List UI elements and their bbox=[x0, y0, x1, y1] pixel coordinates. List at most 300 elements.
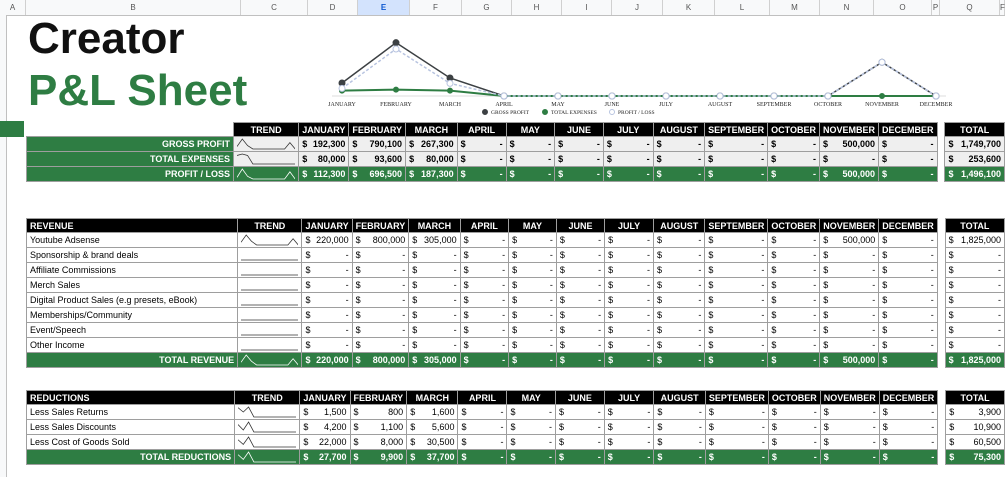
cell-total[interactable] bbox=[945, 233, 1004, 248]
cell-october[interactable] bbox=[768, 323, 820, 338]
amount: - bbox=[549, 310, 553, 320]
cell-january[interactable] bbox=[302, 353, 352, 368]
cell-december[interactable] bbox=[879, 450, 938, 465]
cell-january[interactable] bbox=[300, 405, 350, 420]
cell-march[interactable] bbox=[409, 278, 460, 293]
cell-may[interactable] bbox=[509, 353, 557, 368]
cell-may[interactable] bbox=[506, 167, 555, 182]
cell-august[interactable] bbox=[654, 233, 705, 248]
cell-august[interactable] bbox=[654, 293, 705, 308]
cell-total[interactable] bbox=[946, 450, 1005, 465]
cell-november[interactable] bbox=[819, 167, 878, 182]
cell-august[interactable] bbox=[654, 435, 706, 450]
cell-total[interactable] bbox=[945, 263, 1004, 278]
currency-symbol: $ bbox=[512, 310, 518, 320]
cell-june[interactable] bbox=[555, 137, 604, 152]
cell-september[interactable] bbox=[705, 263, 768, 278]
summary-line-chart[interactable] bbox=[310, 24, 970, 116]
amount: 1,496,100 bbox=[960, 169, 1001, 179]
cell-june[interactable] bbox=[555, 450, 604, 465]
cell-august[interactable] bbox=[654, 405, 706, 420]
cell-march[interactable] bbox=[409, 338, 460, 353]
cell-april[interactable] bbox=[460, 308, 509, 323]
cell-december[interactable] bbox=[879, 323, 938, 338]
cell-october[interactable] bbox=[768, 435, 820, 450]
currency-symbol: $ bbox=[409, 154, 415, 164]
cell-august[interactable] bbox=[654, 248, 705, 263]
cell-august[interactable] bbox=[654, 323, 705, 338]
cell-january[interactable] bbox=[302, 338, 352, 353]
currency-symbol: $ bbox=[708, 169, 714, 179]
cell-february[interactable] bbox=[352, 338, 409, 353]
currency-symbol: $ bbox=[882, 422, 888, 432]
cell-march[interactable] bbox=[407, 405, 458, 420]
row-label: TOTAL REVENUE bbox=[27, 353, 238, 368]
currency-symbol: $ bbox=[463, 295, 469, 305]
cell-may[interactable] bbox=[509, 248, 557, 263]
currency-symbol: $ bbox=[708, 452, 714, 462]
cell-january[interactable] bbox=[302, 233, 352, 248]
currency-symbol: $ bbox=[948, 235, 954, 245]
cell-total[interactable] bbox=[945, 308, 1004, 323]
month-header-june: JUNE bbox=[555, 391, 604, 405]
cell-october[interactable] bbox=[768, 278, 820, 293]
column-header-o[interactable]: O bbox=[874, 0, 932, 15]
currency-symbol: $ bbox=[948, 340, 954, 350]
cell-june[interactable] bbox=[556, 353, 604, 368]
amount: - bbox=[548, 139, 552, 149]
cell-april[interactable] bbox=[460, 278, 509, 293]
currency-symbol: $ bbox=[606, 139, 612, 149]
cell-july[interactable] bbox=[604, 450, 654, 465]
cell-january[interactable] bbox=[302, 308, 352, 323]
cell-april[interactable] bbox=[458, 450, 507, 465]
cell-may[interactable] bbox=[507, 450, 556, 465]
column-header-k[interactable]: K bbox=[663, 0, 715, 15]
currency-symbol: $ bbox=[305, 355, 311, 365]
cell-april[interactable] bbox=[458, 435, 507, 450]
cell-january[interactable] bbox=[302, 278, 352, 293]
currency-symbol: $ bbox=[512, 250, 518, 260]
column-header-j[interactable]: J bbox=[612, 0, 663, 15]
currency-symbol: $ bbox=[355, 310, 361, 320]
month-header-june: JUNE bbox=[556, 219, 604, 233]
cell-january[interactable] bbox=[299, 167, 349, 182]
cell-april[interactable] bbox=[460, 338, 509, 353]
column-header-n[interactable]: N bbox=[820, 0, 874, 15]
cell-total[interactable] bbox=[945, 338, 1004, 353]
currency-symbol: $ bbox=[355, 280, 361, 290]
cell-january[interactable] bbox=[302, 293, 352, 308]
cell-march[interactable] bbox=[409, 293, 460, 308]
cell-march[interactable] bbox=[409, 323, 460, 338]
cell-april[interactable] bbox=[458, 420, 507, 435]
cell-december[interactable] bbox=[879, 167, 938, 182]
cell-august[interactable] bbox=[654, 308, 705, 323]
cell-july[interactable] bbox=[605, 263, 654, 278]
cell-total[interactable] bbox=[945, 353, 1004, 368]
cell-february[interactable] bbox=[352, 308, 409, 323]
cell-december[interactable] bbox=[879, 405, 938, 420]
cell-january[interactable] bbox=[299, 152, 349, 167]
cell-april[interactable] bbox=[458, 405, 507, 420]
cell-july[interactable] bbox=[605, 353, 654, 368]
cell-may[interactable] bbox=[509, 233, 557, 248]
cell-september[interactable] bbox=[705, 308, 768, 323]
cell-november[interactable] bbox=[820, 338, 879, 353]
cell-total[interactable] bbox=[945, 323, 1004, 338]
column-header-a[interactable]: A bbox=[0, 0, 26, 15]
month-header-april: APRIL bbox=[458, 391, 507, 405]
cell-november[interactable] bbox=[820, 263, 879, 278]
cell-september[interactable] bbox=[705, 137, 768, 152]
cell-may[interactable] bbox=[509, 293, 557, 308]
cell-total[interactable] bbox=[945, 152, 1005, 167]
cell-november[interactable] bbox=[820, 420, 879, 435]
reductions-table bbox=[26, 390, 1005, 465]
amount: - bbox=[598, 265, 602, 275]
currency-symbol: $ bbox=[657, 437, 663, 447]
cell-march[interactable] bbox=[406, 152, 458, 167]
cell-march[interactable] bbox=[409, 233, 460, 248]
cell-october[interactable] bbox=[768, 233, 820, 248]
column-header-e[interactable]: E bbox=[358, 0, 410, 15]
amount: - bbox=[698, 325, 702, 335]
cell-february[interactable] bbox=[352, 248, 409, 263]
cell-february[interactable] bbox=[352, 263, 409, 278]
cell-october[interactable] bbox=[768, 450, 820, 465]
cell-april[interactable] bbox=[460, 248, 509, 263]
currency-symbol: $ bbox=[882, 407, 888, 417]
amount: - bbox=[761, 295, 765, 305]
cell-december[interactable] bbox=[879, 293, 938, 308]
currency-symbol: $ bbox=[657, 235, 663, 245]
cell-august[interactable] bbox=[654, 420, 706, 435]
cell-july[interactable] bbox=[605, 233, 654, 248]
currency-symbol: $ bbox=[708, 265, 714, 275]
month-header-october: OCTOBER bbox=[768, 123, 820, 137]
amount: - bbox=[872, 265, 876, 275]
amount: - bbox=[502, 265, 506, 275]
cell-november[interactable] bbox=[820, 323, 879, 338]
cell-september[interactable] bbox=[705, 152, 768, 167]
cell-january[interactable] bbox=[299, 137, 349, 152]
month-header-september: SEPTEMBER bbox=[705, 391, 768, 405]
cell-october[interactable] bbox=[768, 338, 820, 353]
gap bbox=[937, 137, 945, 152]
cell-june[interactable] bbox=[556, 308, 604, 323]
amount: - bbox=[596, 169, 600, 179]
column-header-d[interactable]: D bbox=[308, 0, 358, 15]
cell-may[interactable] bbox=[507, 435, 556, 450]
cell-august[interactable] bbox=[654, 338, 705, 353]
cell-december[interactable] bbox=[879, 248, 938, 263]
column-header-q[interactable]: Q bbox=[940, 0, 1000, 15]
cell-november[interactable] bbox=[820, 450, 879, 465]
cell-february[interactable] bbox=[349, 167, 406, 182]
cell-january[interactable] bbox=[302, 248, 352, 263]
cell-june[interactable] bbox=[555, 435, 604, 450]
column-header-i[interactable]: I bbox=[562, 0, 612, 15]
cell-october[interactable] bbox=[768, 293, 820, 308]
row-label: PROFIT / LOSS bbox=[27, 167, 234, 182]
cell-may[interactable] bbox=[507, 405, 556, 420]
cell-october[interactable] bbox=[768, 353, 820, 368]
cell-april[interactable] bbox=[460, 263, 509, 278]
cell-total[interactable] bbox=[946, 405, 1005, 420]
cell-december[interactable] bbox=[879, 308, 938, 323]
cell-september[interactable] bbox=[705, 248, 768, 263]
cell-june[interactable] bbox=[556, 233, 604, 248]
cell-july[interactable] bbox=[605, 308, 654, 323]
cell-july[interactable] bbox=[604, 435, 654, 450]
cell-march[interactable] bbox=[407, 450, 458, 465]
cell-august[interactable] bbox=[653, 167, 705, 182]
currency-symbol: $ bbox=[948, 310, 954, 320]
amount: - bbox=[548, 154, 552, 164]
cell-total[interactable] bbox=[946, 420, 1005, 435]
cell-november[interactable] bbox=[820, 435, 879, 450]
cell-september[interactable] bbox=[705, 435, 768, 450]
cell-december[interactable] bbox=[879, 353, 938, 368]
cell-september[interactable] bbox=[705, 293, 768, 308]
cell-september[interactable] bbox=[705, 278, 768, 293]
cell-august[interactable] bbox=[654, 263, 705, 278]
cell-october[interactable] bbox=[768, 405, 820, 420]
cell-november[interactable] bbox=[820, 248, 879, 263]
column-header-f[interactable]: F bbox=[410, 0, 462, 15]
cell-september[interactable] bbox=[705, 450, 768, 465]
cell-december[interactable] bbox=[879, 338, 938, 353]
cell-december[interactable] bbox=[879, 233, 938, 248]
cell-august[interactable] bbox=[654, 450, 706, 465]
amount: - bbox=[596, 139, 600, 149]
cell-june[interactable] bbox=[555, 420, 604, 435]
cell-october[interactable] bbox=[768, 137, 820, 152]
cell-june[interactable] bbox=[556, 338, 604, 353]
cell-january[interactable] bbox=[302, 323, 352, 338]
cell-october[interactable] bbox=[768, 263, 820, 278]
amount: 800,000 bbox=[372, 355, 406, 365]
cell-march[interactable] bbox=[409, 308, 460, 323]
currency-symbol: $ bbox=[882, 139, 888, 149]
cell-december[interactable] bbox=[879, 278, 938, 293]
cell-march[interactable] bbox=[409, 248, 460, 263]
currency-symbol: $ bbox=[510, 407, 516, 417]
cell-may[interactable] bbox=[506, 137, 555, 152]
amount: 696,500 bbox=[369, 169, 403, 179]
cell-july[interactable] bbox=[605, 278, 654, 293]
column-header-c[interactable]: C bbox=[241, 0, 308, 15]
series-2-point-0 bbox=[339, 85, 345, 91]
currency-symbol: $ bbox=[302, 139, 308, 149]
column-header-h[interactable]: H bbox=[512, 0, 562, 15]
cell-april[interactable] bbox=[460, 323, 509, 338]
cell-june[interactable] bbox=[555, 405, 604, 420]
cell-february[interactable] bbox=[352, 233, 409, 248]
currency-symbol: $ bbox=[463, 310, 469, 320]
cell-november[interactable] bbox=[819, 152, 878, 167]
cell-july[interactable] bbox=[603, 167, 653, 182]
cell-total[interactable] bbox=[945, 278, 1004, 293]
cell-july[interactable] bbox=[604, 420, 654, 435]
currency-symbol: $ bbox=[608, 325, 614, 335]
cell-february[interactable] bbox=[352, 323, 409, 338]
cell-february[interactable] bbox=[350, 405, 407, 420]
cell-may[interactable] bbox=[509, 263, 557, 278]
amount: - bbox=[402, 265, 406, 275]
cell-total[interactable] bbox=[945, 167, 1005, 182]
cell-april[interactable] bbox=[457, 152, 506, 167]
cell-september[interactable] bbox=[705, 353, 768, 368]
cell-august[interactable] bbox=[653, 137, 705, 152]
cell-february[interactable] bbox=[350, 420, 407, 435]
cell-august[interactable] bbox=[653, 152, 705, 167]
amount: - bbox=[647, 355, 651, 365]
cell-march[interactable] bbox=[407, 420, 458, 435]
cell-july[interactable] bbox=[603, 137, 653, 152]
cell-july[interactable] bbox=[605, 323, 654, 338]
cell-december[interactable] bbox=[879, 435, 938, 450]
currency-symbol: $ bbox=[771, 169, 777, 179]
cell-june[interactable] bbox=[556, 278, 604, 293]
amount: 93,600 bbox=[374, 154, 403, 164]
cell-july[interactable] bbox=[603, 152, 653, 167]
cell-may[interactable] bbox=[509, 278, 557, 293]
cell-december[interactable] bbox=[879, 420, 938, 435]
cell-may[interactable] bbox=[507, 420, 556, 435]
amount: - bbox=[597, 452, 601, 462]
cell-october[interactable] bbox=[768, 420, 820, 435]
amount: - bbox=[598, 250, 602, 260]
cell-february[interactable] bbox=[352, 278, 409, 293]
amount: - bbox=[813, 407, 817, 417]
column-header-p[interactable]: P bbox=[932, 0, 940, 15]
cell-november[interactable] bbox=[820, 233, 879, 248]
cell-february[interactable] bbox=[349, 137, 406, 152]
cell-september[interactable] bbox=[705, 233, 768, 248]
cell-may[interactable] bbox=[509, 338, 557, 353]
column-header-m[interactable]: M bbox=[770, 0, 820, 15]
cell-july[interactable] bbox=[604, 405, 654, 420]
cell-november[interactable] bbox=[820, 278, 879, 293]
cell-november[interactable] bbox=[820, 293, 879, 308]
cell-november[interactable] bbox=[820, 308, 879, 323]
cell-october[interactable] bbox=[768, 248, 820, 263]
cell-september[interactable] bbox=[705, 420, 768, 435]
cell-april[interactable] bbox=[457, 137, 506, 152]
cell-february[interactable] bbox=[349, 152, 406, 167]
cell-january[interactable] bbox=[302, 263, 352, 278]
cell-total[interactable] bbox=[945, 293, 1004, 308]
summary-row bbox=[27, 167, 1005, 182]
cell-august[interactable] bbox=[654, 353, 705, 368]
cell-june[interactable] bbox=[556, 293, 604, 308]
cell-january[interactable] bbox=[300, 435, 350, 450]
cell-march[interactable] bbox=[406, 137, 458, 152]
cell-september[interactable] bbox=[705, 405, 768, 420]
cell-june[interactable] bbox=[555, 152, 604, 167]
cell-january[interactable] bbox=[300, 450, 350, 465]
cell-december[interactable] bbox=[879, 152, 938, 167]
currency-symbol: $ bbox=[512, 280, 518, 290]
cell-september[interactable] bbox=[705, 323, 768, 338]
cell-march[interactable] bbox=[409, 353, 460, 368]
cell-may[interactable] bbox=[509, 323, 557, 338]
column-header-b[interactable]: B bbox=[26, 0, 241, 15]
cell-april[interactable] bbox=[457, 167, 506, 182]
currency-symbol: $ bbox=[708, 295, 714, 305]
cell-march[interactable] bbox=[407, 435, 458, 450]
cell-total[interactable] bbox=[946, 435, 1005, 450]
cell-november[interactable] bbox=[820, 353, 879, 368]
cell-february[interactable] bbox=[350, 450, 407, 465]
cell-total[interactable] bbox=[945, 137, 1005, 152]
cell-february[interactable] bbox=[350, 435, 407, 450]
cell-may[interactable] bbox=[506, 152, 555, 167]
cell-november[interactable] bbox=[819, 137, 878, 152]
series-2-point-8 bbox=[771, 93, 777, 99]
currency-symbol: $ bbox=[882, 280, 888, 290]
cell-january[interactable] bbox=[300, 420, 350, 435]
cell-april[interactable] bbox=[460, 293, 509, 308]
cell-april[interactable] bbox=[460, 353, 509, 368]
cell-september[interactable] bbox=[705, 167, 768, 182]
cell-july[interactable] bbox=[605, 248, 654, 263]
cell-june[interactable] bbox=[556, 248, 604, 263]
cell-december[interactable] bbox=[879, 137, 938, 152]
amount: - bbox=[930, 310, 934, 320]
cell-march[interactable] bbox=[406, 167, 458, 182]
amount: - bbox=[500, 437, 504, 447]
cell-total[interactable] bbox=[945, 248, 1004, 263]
cell-june[interactable] bbox=[555, 167, 604, 182]
amount: - bbox=[549, 265, 553, 275]
cell-september[interactable] bbox=[705, 338, 768, 353]
currency-symbol: $ bbox=[771, 235, 777, 245]
currency-symbol: $ bbox=[412, 265, 418, 275]
column-header-f[interactable]: F bbox=[1000, 0, 1005, 15]
amount: - bbox=[647, 295, 651, 305]
cell-june[interactable] bbox=[556, 323, 604, 338]
row-label: TOTAL REDUCTIONS bbox=[27, 450, 235, 465]
cell-november[interactable] bbox=[820, 405, 879, 420]
cell-february[interactable] bbox=[352, 293, 409, 308]
x-tick-6: JULY bbox=[658, 102, 674, 108]
cell-march[interactable] bbox=[409, 263, 460, 278]
amount: - bbox=[647, 325, 651, 335]
cell-february[interactable] bbox=[352, 353, 409, 368]
cell-april[interactable] bbox=[460, 233, 509, 248]
currency-symbol: $ bbox=[461, 422, 467, 432]
amount: 27,700 bbox=[318, 452, 347, 462]
cell-july[interactable] bbox=[605, 293, 654, 308]
gap bbox=[938, 420, 946, 435]
cell-august[interactable] bbox=[654, 278, 705, 293]
cell-october[interactable] bbox=[768, 308, 820, 323]
cell-may[interactable] bbox=[509, 308, 557, 323]
currency-symbol: $ bbox=[463, 265, 469, 275]
cell-july[interactable] bbox=[605, 338, 654, 353]
column-header-g[interactable]: G bbox=[462, 0, 512, 15]
amount: - bbox=[549, 355, 553, 365]
gap bbox=[938, 450, 946, 465]
cell-october[interactable] bbox=[768, 152, 820, 167]
cell-october[interactable] bbox=[768, 167, 820, 182]
cell-june[interactable] bbox=[556, 263, 604, 278]
cell-december[interactable] bbox=[879, 263, 938, 278]
column-header-l[interactable]: L bbox=[715, 0, 770, 15]
